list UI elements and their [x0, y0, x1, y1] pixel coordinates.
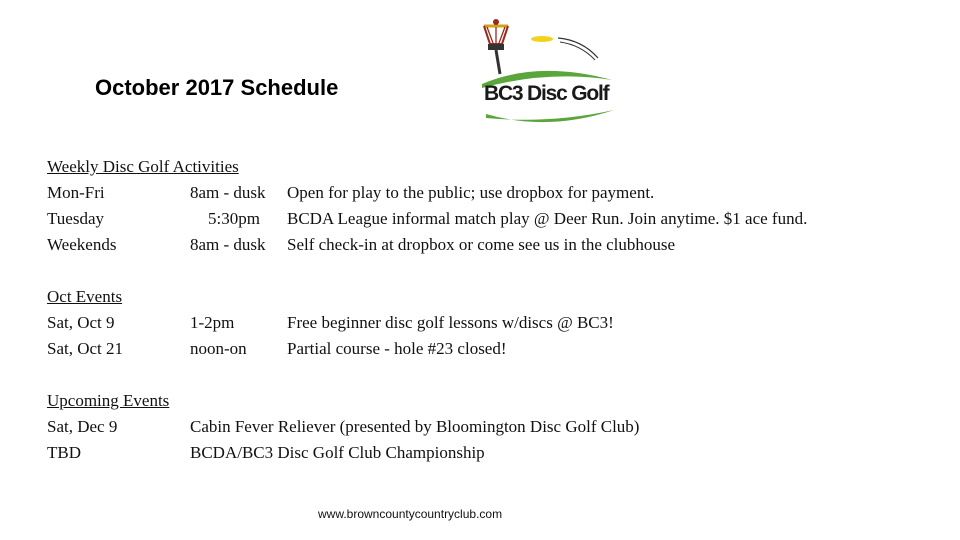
schedule-row — [47, 414, 927, 440]
row-day: Weekends — [47, 235, 117, 254]
row-description: BCDA/BC3 Disc Golf Club Championship — [190, 443, 485, 462]
row-day: Tuesday — [47, 209, 104, 228]
section-heading-upcoming: Upcoming Events — [47, 391, 170, 410]
schedule-row — [47, 180, 927, 206]
row-time: noon-on — [190, 339, 247, 358]
row-day: Mon-Fri — [47, 183, 105, 202]
row-time: 1-2pm — [190, 313, 235, 332]
section-heading-weekly: Weekly Disc Golf Activities — [47, 157, 239, 176]
row-day: Sat, Oct 9 — [47, 313, 115, 332]
schedule-row — [47, 310, 927, 336]
bc3-disc-golf-logo — [478, 18, 620, 128]
row-time: 8am - dusk — [190, 235, 266, 254]
row-time: 8am - dusk — [190, 183, 266, 202]
row-description: Partial course - hole #23 closed! — [287, 339, 507, 358]
row-description: BCDA League informal match play @ Deer Run. Join anytime. $1 ace fund. — [287, 209, 808, 228]
section-heading-oct-events: Oct Events — [47, 287, 123, 306]
logo-text: BC3 Disc Golf — [484, 82, 609, 105]
schedule-row — [47, 232, 927, 258]
schedule-row — [47, 440, 927, 466]
website-link[interactable]: www.browncountycountryclub.com — [318, 507, 503, 521]
disc-golf-basket-icon — [478, 18, 620, 128]
row-day: TBD — [47, 443, 81, 462]
page-title: October 2017 Schedule — [95, 75, 339, 100]
row-description: Open for play to the public; use dropbox for payment. — [287, 183, 655, 202]
schedule-row — [47, 336, 927, 362]
row-description: Cabin Fever Reliever (presented by Bloomington Disc Golf Club) — [190, 417, 640, 436]
row-description: Self check-in at dropbox or come see us in the clubhouse — [287, 235, 676, 254]
row-description: Free beginner disc golf lessons w/discs @ BC3! — [287, 313, 614, 332]
row-time: 5:30pm — [208, 209, 260, 228]
row-day: Sat, Dec 9 — [47, 417, 118, 436]
schedule — [47, 154, 927, 466]
row-day: Sat, Oct 21 — [47, 339, 124, 358]
schedule-row — [47, 206, 927, 232]
